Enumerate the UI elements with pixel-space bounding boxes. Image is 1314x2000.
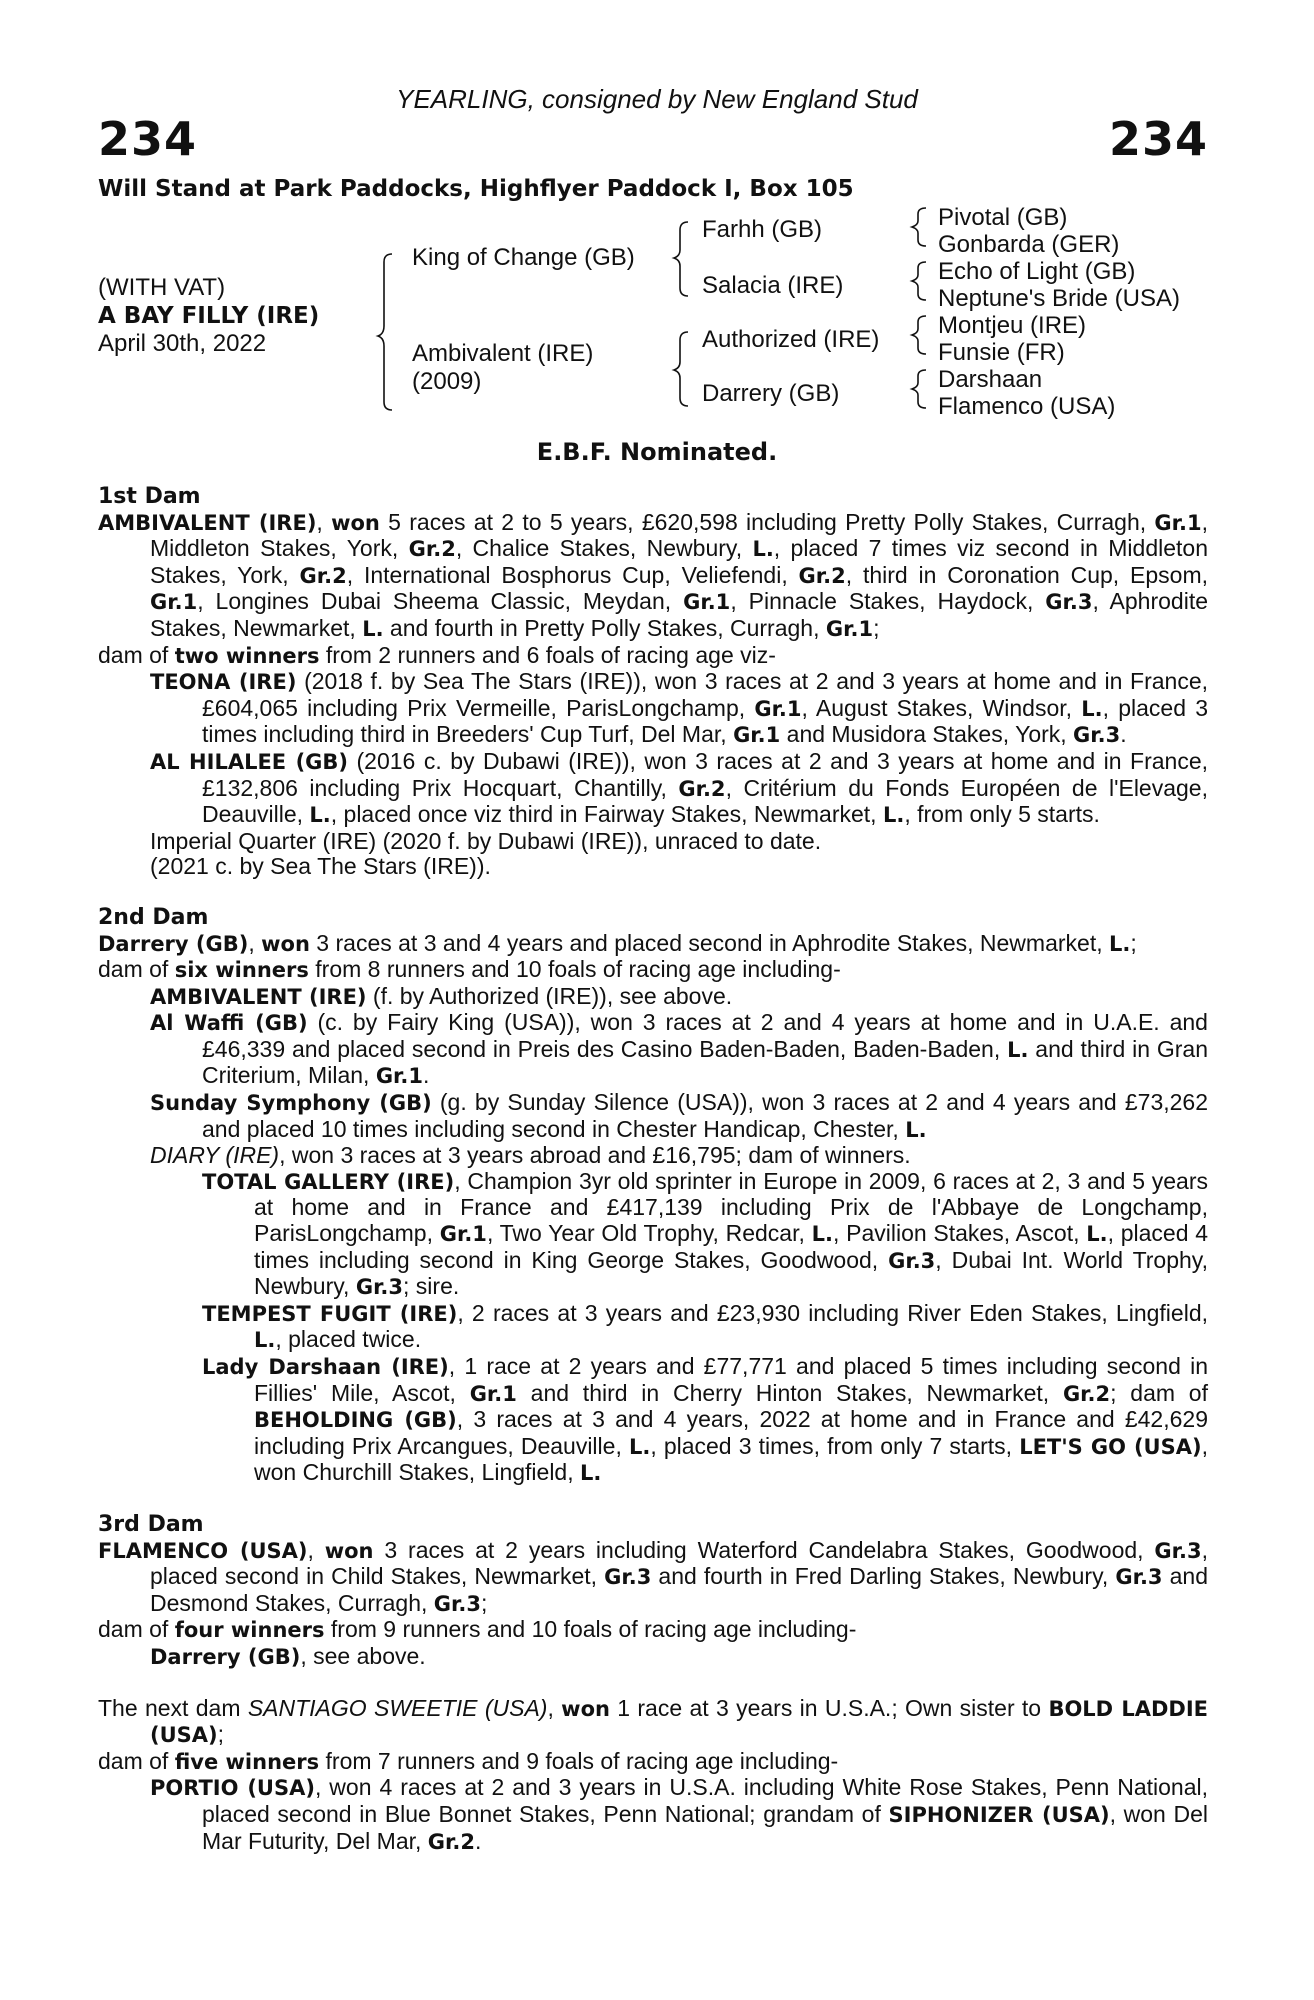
stand-location: Will Stand at Park Paddocks, Highflyer Paddock I, Box 105	[98, 176, 854, 202]
second-dam-record: Darrery (GB), won 3 races at 3 and 4 years and placed second in Aphrodite Stakes, Newmarket, L.;	[98, 929, 1137, 956]
produce-diary: DIARY (IRE), won 3 races at 3 years abroad and £16,795; dam of winners.	[150, 1142, 911, 1169]
section-heading-2nd-dam: 2nd Dam	[98, 904, 209, 930]
produce-al-waffi: Al Waffi (GB) (c. by Fairy King (USA)), won 3 races at 2 and 4 years at home and in U.A.E. and £46,339 and placed second in Preis des Casino Baden-Baden, Baden-Baden, L. and third in Gran Criterium, Milan, Gr.1.	[150, 1009, 1208, 1089]
produce-tempest-fugit: TEMPEST FUGIT (IRE), 2 races at 3 years and £23,930 including River Eden Stakes, Lingfield, L., placed twice.	[202, 1299, 1209, 1353]
produce-lady-darshaan: Lady Darshaan (IRE), 1 race at 2 years and £77,771 and placed 5 times including second in Fillies' Mile, Ascot, Gr.1 and third in Cherry Hinton Stakes, Newmarket, Gr.2; dam of BEHOLDING (GB), 3 races at 3 and 4 years, 2022 at home and in France and £42,629 including Prix Arcangues, Deauville, L., placed 3 times, from only 7 starts, LET'S GO (USA), won Churchill Stakes, Lingfield, L.	[202, 1353, 1208, 1486]
gen3-2: Gonbarda (GER)	[938, 231, 1120, 258]
dam-year: (2009)	[412, 368, 482, 395]
gen3-8: Flamenco (USA)	[938, 393, 1116, 420]
produce-darrery: Darrery (GB), see above.	[150, 1642, 426, 1669]
lot-number-left: 234	[98, 112, 198, 166]
produce-sunday-symphony: Sunday Symphony (GB) (g. by Sunday Silence (USA)), won 3 races at 2 and 4 years and £73,262 and placed 10 times including second in Chester Handicap, Chester, L.	[150, 1089, 1209, 1142]
gen3-1: Pivotal (GB)	[938, 204, 1068, 231]
dam-sire: Authorized (IRE)	[702, 326, 880, 353]
gen3-7: Darshaan	[938, 366, 1043, 393]
pedigree-brackets	[0, 0, 1314, 440]
next-dam-record: The next dam SANTIAGO SWEETIE (USA), won 1 race at 3 years in U.S.A.; Own sister to BOLD LADDIE (USA);	[98, 1694, 1209, 1748]
next-dam-produce-summary: dam of five winners from 7 runners and 9 foals of racing age including-	[98, 1747, 839, 1774]
produce-al-hilalee: AL HILALEE (GB) (2016 c. by Dubawi (IRE)), won 3 races at 2 and 3 years at home and in France, £132,806 including Prix Hocquart, Chantilly, Gr.2, Critérium du Fonds Européen de l'Elevage, Deauville, L., placed once viz third in Fairway Stakes, Newmarket, L., from only 5 starts.	[150, 747, 1208, 828]
produce-2021-colt: (2021 c. by Sea The Stars (IRE)).	[150, 853, 491, 880]
second-dam-produce-summary: dam of six winners from 8 runners and 10 foals of racing age including-	[98, 956, 841, 983]
gen3-4: Neptune's Bride (USA)	[938, 285, 1181, 312]
third-dam-record: FLAMENCO (USA), won 3 races at 2 years including Waterford Candelabra Stakes, Goodwood, Gr.3, placed second in Child Stakes, Newmarket, Gr.3 and fourth in Fred Darling Stakes, Newbury, Gr.3 and Desmond Stakes, Curragh, Gr.3;	[98, 1536, 1209, 1616]
gen3-3: Echo of Light (GB)	[938, 258, 1136, 285]
ebf-nominated: E.B.F. Nominated.	[536, 438, 778, 466]
sire-sire: Farhh (GB)	[702, 216, 823, 243]
vat-label: (WITH VAT)	[98, 274, 226, 301]
catalogue-body	[98, 484, 1208, 1855]
first-dam-record: AMBIVALENT (IRE), won 5 races at 2 to 5 years, £620,598 including Pretty Polly Stakes, Curragh, Gr.1, Middleton Stakes, York, Gr.2, Chalice Stakes, Newbury, L., placed 7 times viz second in Middleton Stakes, York, Gr.2, International Bosphorus Cup, Veliefendi, Gr.2, third in Coronation Cup, Epsom, Gr.1, Longines Dubai Sheema Classic, Meydan, Gr.1, Pinnacle Stakes, Haydock, Gr.3, Aphrodite Stakes, Newmarket, L. and fourth in Pretty Polly Stakes, Curragh, Gr.1;	[98, 508, 1209, 641]
dam-dam: Darrery (GB)	[702, 380, 840, 407]
consignment-line: YEARLING, consigned by New England Stud	[396, 84, 918, 114]
subject-name: A BAY FILLY (IRE)	[98, 303, 320, 329]
produce-ambivalent: AMBIVALENT (IRE) (f. by Authorized (IRE)), see above.	[150, 982, 733, 1009]
third-dam-produce-summary: dam of four winners from 9 runners and 10 foals of racing age including-	[98, 1616, 857, 1643]
produce-imperial-quarter: Imperial Quarter (IRE) (2020 f. by Dubawi (IRE)), unraced to date.	[150, 827, 822, 854]
gen3-5: Montjeu (IRE)	[938, 312, 1087, 339]
produce-portio: PORTIO (USA), won 4 races at 2 and 3 years in U.S.A. including White Rose Stakes, Penn National, placed second in Blue Bonnet Stakes, Penn National; grandam of SIPHONIZER (USA), won Del Mar Futurity, Del Mar, Gr.2.	[150, 1774, 1209, 1854]
sire-dam: Salacia (IRE)	[702, 272, 844, 299]
dam-name: Ambivalent (IRE)	[412, 340, 594, 367]
lot-number-right: 234	[1108, 112, 1208, 166]
first-dam-produce-summary: dam of two winners from 2 runners and 6 foals of racing age viz-	[98, 641, 776, 668]
section-heading-3rd-dam: 3rd Dam	[98, 1511, 204, 1537]
produce-teona: TEONA (IRE) (2018 f. by Sea The Stars (IRE)), won 3 races at 2 and 3 years at home and in France, £604,065 including Prix Vermeille, ParisLongchamp, Gr.1, August Stakes, Windsor, L., placed 3 times including third in Breeders' Cup Turf, Del Mar, Gr.1 and Musidora Stakes, York, Gr.3.	[150, 668, 1209, 748]
gen3-6: Funsie (FR)	[938, 339, 1065, 366]
sire-name: King of Change (GB)	[412, 244, 635, 271]
section-heading-1st-dam: 1st Dam	[98, 484, 201, 509]
produce-total-gallery: TOTAL GALLERY (IRE), Champion 3yr old sprinter in Europe in 2009, 6 races at 2, 3 and 5 years at home and in France and £417,139 including Prix de l'Abbaye de Longchamp, ParisLongchamp, Gr.1, Two Year Old Trophy, Redcar, L., Pavilion Stakes, Ascot, L., placed 4 times including second in King George Stakes, Goodwood, Gr.3, Dubai Int. World Trophy, Newbury, Gr.3; sire.	[202, 1167, 1209, 1300]
foaling-date: April 30th, 2022	[98, 330, 267, 357]
